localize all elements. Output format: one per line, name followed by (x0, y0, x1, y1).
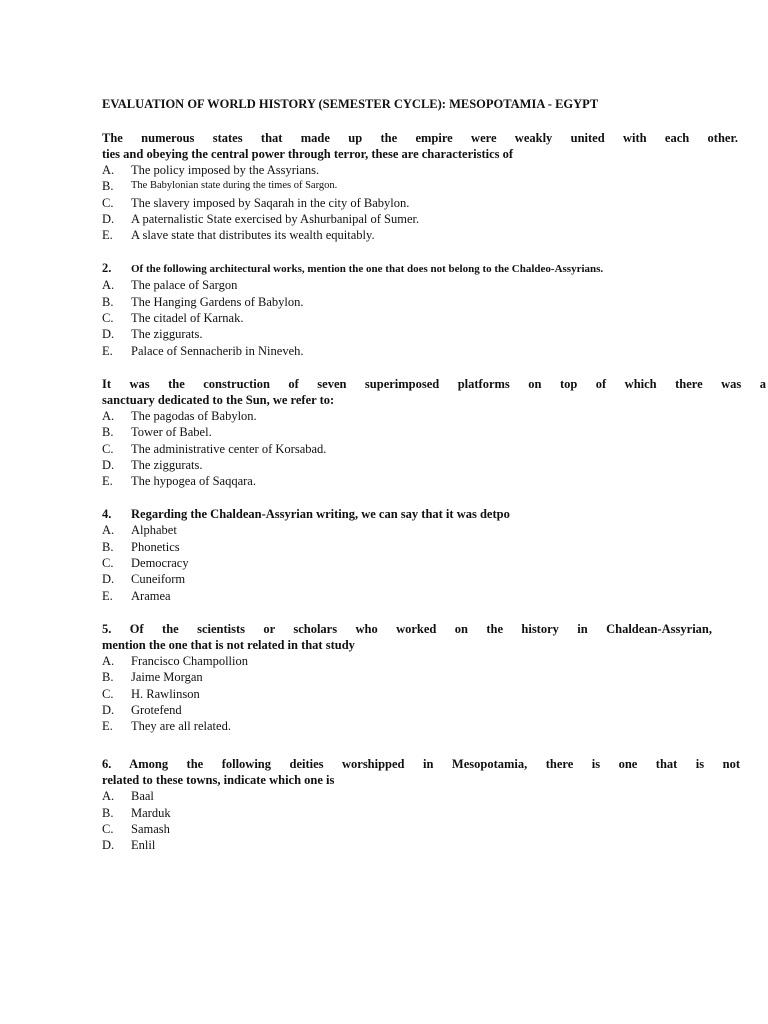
option-d[interactable] (102, 326, 766, 342)
option-a[interactable] (102, 653, 766, 669)
document-title: EVALUATION OF WORLD HISTORY (SEMESTER CYCLE): MESOPOTAMIA - EGYPT (102, 97, 599, 111)
option-text: H. Rawlinson (131, 686, 200, 701)
option-b[interactable] (102, 424, 766, 440)
option-c[interactable] (102, 555, 766, 571)
option-letter: B. (102, 425, 114, 440)
option-d[interactable] (102, 571, 766, 587)
question-text (102, 130, 766, 162)
option-letter: A. (102, 789, 115, 804)
option-e[interactable] (102, 588, 766, 604)
option-text: The Hanging Gardens of Babylon. (131, 294, 304, 309)
option-text: Tower of Babel. (131, 425, 212, 440)
option-letter: A. (102, 653, 115, 668)
option-letter: B. (102, 805, 114, 820)
option-list (102, 653, 766, 734)
option-letter: C. (102, 441, 114, 456)
option-text: Grotefend (131, 702, 182, 717)
question-line: The numerous states that made up the empire were weakly united with each other. (102, 131, 738, 145)
option-text: They are all related. (131, 719, 231, 734)
option-list (102, 162, 766, 243)
option-letter: E. (102, 719, 113, 734)
option-a[interactable] (102, 162, 766, 178)
option-a[interactable] (102, 408, 766, 424)
option-b[interactable] (102, 669, 766, 685)
option-a[interactable] (102, 277, 766, 293)
option-d[interactable] (102, 702, 766, 718)
option-letter: C. (102, 822, 114, 837)
question-2 (102, 260, 766, 358)
option-list (102, 277, 766, 358)
option-text: Aramea (131, 588, 171, 603)
option-letter: D. (102, 702, 115, 717)
option-letter: A. (102, 408, 115, 423)
option-c[interactable] (102, 310, 766, 326)
option-text: The ziggurats. (131, 457, 203, 472)
option-b[interactable] (102, 539, 766, 555)
option-text: The policy imposed by the Assyrians. (131, 163, 320, 177)
question-line-with-number (102, 756, 740, 772)
option-e[interactable] (102, 227, 766, 243)
question-5 (102, 621, 766, 734)
question-line: Of the following architectural works, mention the one that does not belong to the Chaldeo-Assyrians. (131, 263, 604, 276)
question-line: mention the one that is not related in that study (102, 637, 355, 652)
option-d[interactable] (102, 457, 766, 473)
option-c[interactable] (102, 686, 766, 702)
option-letter: A. (102, 523, 115, 538)
question-6 (102, 756, 766, 853)
question-4 (102, 506, 766, 603)
question-text (102, 260, 766, 277)
question-line: related to these towns, indicate which one is (102, 773, 335, 788)
option-letter: C. (102, 195, 114, 210)
option-letter: E. (102, 343, 113, 358)
question-1 (102, 130, 766, 243)
option-c[interactable] (102, 441, 766, 457)
option-d[interactable] (102, 837, 766, 853)
question-text (102, 621, 766, 653)
option-text: Cuneiform (131, 572, 186, 587)
option-e[interactable] (102, 718, 766, 734)
option-letter: D. (102, 572, 115, 587)
option-letter: D. (102, 327, 115, 342)
option-text: The slavery imposed by Saqarah in the city of Babylon. (131, 195, 410, 210)
option-letter: B. (102, 670, 114, 685)
option-letter: C. (102, 686, 114, 701)
option-text: Phonetics (131, 539, 180, 554)
question-line: sanctuary dedicated to the Sun, we refer to: (102, 392, 335, 407)
question-text (102, 756, 766, 788)
option-list (102, 522, 766, 603)
option-b[interactable] (102, 178, 766, 194)
option-text: Alphabet (131, 523, 177, 538)
question-number: 6. (102, 757, 112, 772)
option-text: The palace of Sargon (131, 278, 238, 293)
option-letter: D. (102, 457, 115, 472)
option-letter: D. (102, 838, 115, 853)
question-number: 2. (102, 261, 112, 276)
option-b[interactable] (102, 805, 766, 821)
option-letter: B. (102, 539, 114, 554)
option-letter: A. (102, 163, 115, 177)
option-text: The ziggurats. (131, 327, 203, 342)
option-text: The pagodas of Babylon. (131, 408, 257, 423)
option-e[interactable] (102, 343, 766, 359)
option-list (102, 408, 766, 489)
option-text: Francisco Champollion (131, 653, 248, 668)
option-text: Baal (131, 789, 154, 804)
option-a[interactable] (102, 522, 766, 538)
option-letter: C. (102, 556, 114, 571)
option-letter: E. (102, 228, 113, 243)
question-text (102, 506, 766, 522)
option-d[interactable] (102, 211, 766, 227)
option-text: The hypogea of Saqqara. (131, 474, 256, 489)
option-list (102, 788, 766, 853)
option-c[interactable] (102, 195, 766, 211)
option-letter: A. (102, 278, 115, 293)
option-letter: B. (102, 294, 114, 309)
option-text: Jaime Morgan (131, 670, 203, 685)
question-line: Among the following deities worshipped in Mesopotamia, there is one that is not (129, 757, 740, 772)
option-c[interactable] (102, 821, 766, 837)
option-a[interactable] (102, 788, 766, 804)
option-e[interactable] (102, 473, 766, 489)
question-line-with-number (102, 621, 712, 637)
exam-page (102, 97, 766, 871)
question-line: It was the construction of seven superimposed platforms on top of which there was a (102, 376, 766, 391)
option-letter: E. (102, 588, 113, 603)
option-text: Democracy (131, 556, 189, 571)
option-text: The administrative center of Korsabad. (131, 441, 327, 456)
question-line: Regarding the Chaldean-Assyrian writing, we can say that it was detpo (131, 507, 510, 522)
question-number: 4. (102, 507, 112, 522)
option-text: Palace of Sennacherib in Nineveh. (131, 343, 304, 358)
option-text: The Babylonian state during the times of Sargon. (131, 180, 338, 192)
option-text: A slave state that distributes its wealth equitably. (131, 228, 375, 243)
question-3 (102, 376, 766, 489)
option-text: The citadel of Karnak. (131, 311, 244, 326)
question-text (102, 376, 766, 408)
option-text: A paternalistic State exercised by Ashurbanipal of Sumer. (131, 211, 420, 226)
option-letter: C. (102, 311, 114, 326)
option-text: Enlil (131, 838, 156, 853)
option-letter: B. (102, 179, 114, 194)
question-line: Of the scientists or scholars who worked on the history in Chaldean-Assyrian, (129, 621, 713, 636)
option-letter: D. (102, 211, 115, 226)
question-line: ties and obeying the central power through terror, these are characteristics of (102, 147, 514, 161)
option-text: Samash (131, 822, 170, 837)
question-number: 5. (102, 621, 112, 636)
option-letter: E. (102, 474, 113, 489)
option-text: Marduk (131, 805, 171, 820)
option-b[interactable] (102, 294, 766, 310)
